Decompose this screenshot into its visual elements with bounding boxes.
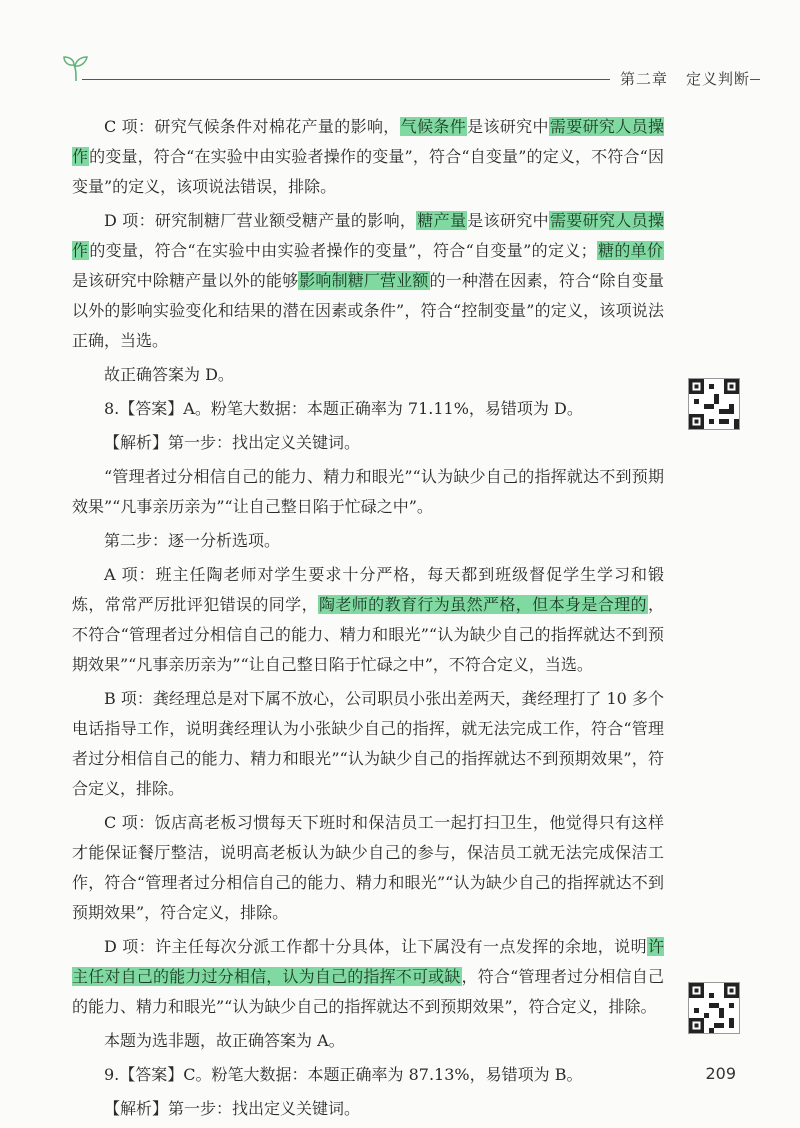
qr-code-icon[interactable] [688,982,740,1034]
page-header [0,0,800,110]
explanation-line-2: 【解析】第一步：找出定义关键词。 [104,1099,361,1118]
page-number: 209 [705,1064,736,1083]
chapter-number: 第二章 [619,70,668,88]
answer-label: 【答案】 [119,1065,184,1084]
page-body [72,112,664,1128]
answer-line: 8.【答案】A。粉笔大数据：本题正确率为 71.11%，易错项为 D。 [104,399,583,418]
explanation-label: 【解析】 [104,1099,169,1118]
highlight: 糖产量 [417,211,467,230]
answer-conclusion-2: 本题为选非题，故正确答案为 A。 [104,1031,345,1050]
option-c-analysis-2: C 项：饭店高老板习惯每天下班时和保洁员工一起打扫卫生，他觉得只有这样才能保证餐厅整洁，说明高老板认为缺少自己的参与，保洁员工就无法完成保洁工作，符合“管理者过分相信自己的能力、精力和眼光”“认为缺少自己的指挥就达不到预期效果”，符合定义，排除。 [72,813,664,922]
option-d-analysis: D 项：研究制糖厂营业额受糖产量的影响，糖产量是该研究中需要研究人员操作的变量，符合“在实验中由实验者操作的变量”，符合“自变量”的定义；糖的单价是该研究中除糖产量以外的能够影响制糖厂营业额的一种潜在因素，符合“除自变量以外的影响实验变化和结果的潜在因素或条件”，符合“控制变量”的定义，该项说法正确，当选。 [72,211,664,350]
qr-code-icon[interactable] [688,378,740,430]
highlight: 许主任对自己的能力过分相信，认为自己的指挥不可或缺 [72,937,664,986]
option-d-analysis-2: D 项：许主任每次分派工作都十分具体，让下属没有一点发挥的余地，说明许主任对自己的能力过分相信，认为自己的指挥不可或缺，符合“管理者过分相信自己的能力、精力和眼光”“认为缺少自己的指挥就达不到预期效果”，符合定义，排除。 [72,937,664,1016]
option-a-analysis: A 项：班主任陶老师对学生要求十分严格，每天都到班级督促学生学习和锻炼，常常严厉批评犯错误的同学，陶老师的教育行为虽然严格，但本身是合理的，不符合“管理者过分相信自己的能力、精力和眼光”“认为缺少自己的指挥就达不到预期效果”“凡事亲历亲为”“让自己整日陷于忙碌之中”，不符合定义，当选。 [72,565,664,674]
highlight: 影响制糖厂营业额 [299,271,429,290]
highlight: 气候条件 [400,117,467,136]
highlight: 陶老师的教育行为虽然严格，但本身是合理的 [318,595,647,614]
answer-conclusion: 故正确答案为 D。 [104,365,234,384]
chapter-title [610,68,750,89]
option-b-analysis: B 项：龚经理总是对下属不放心，公司职员小张出差两天，龚经理打了 10 多个电话指导工作，说明龚经理认为小张缺少自己的指挥，就无法完成工作，符合“管理者过分相信自己的能力、精力和眼光”“认为缺少自己的指挥就达不到预期效果”，符合定义，排除。 [72,689,664,798]
definition-keywords: “管理者过分相信自己的能力、精力和眼光”“认为缺少自己的指挥就达不到预期效果”“凡事亲历亲为”“让自己整日陷于忙碌之中”。 [72,467,664,516]
explanation-line: 【解析】第一步：找出定义关键词。 [104,433,361,452]
answer-line-2: 9.【答案】C。粉笔大数据：本题正确率为 87.13%，易错项为 B。 [104,1065,583,1084]
step-two: 第二步：逐一分析选项。 [104,531,281,550]
highlight: 需要研究人员操作 [72,211,664,260]
highlight: 糖的单价 [597,241,663,260]
answer-label: 【答案】 [119,399,184,418]
highlight: 需要研究人员操作 [72,117,664,166]
option-c-analysis: C 项：研究气候条件对棉花产量的影响，气候条件是该研究中需要研究人员操作的变量，符合“在实验中由实验者操作的变量”，符合“自变量”的定义，不符合“因变量”的定义，该项说法错误，排除。 [72,117,664,196]
chapter-name: 定义判断 [685,70,750,88]
explanation-label: 【解析】 [104,433,169,452]
